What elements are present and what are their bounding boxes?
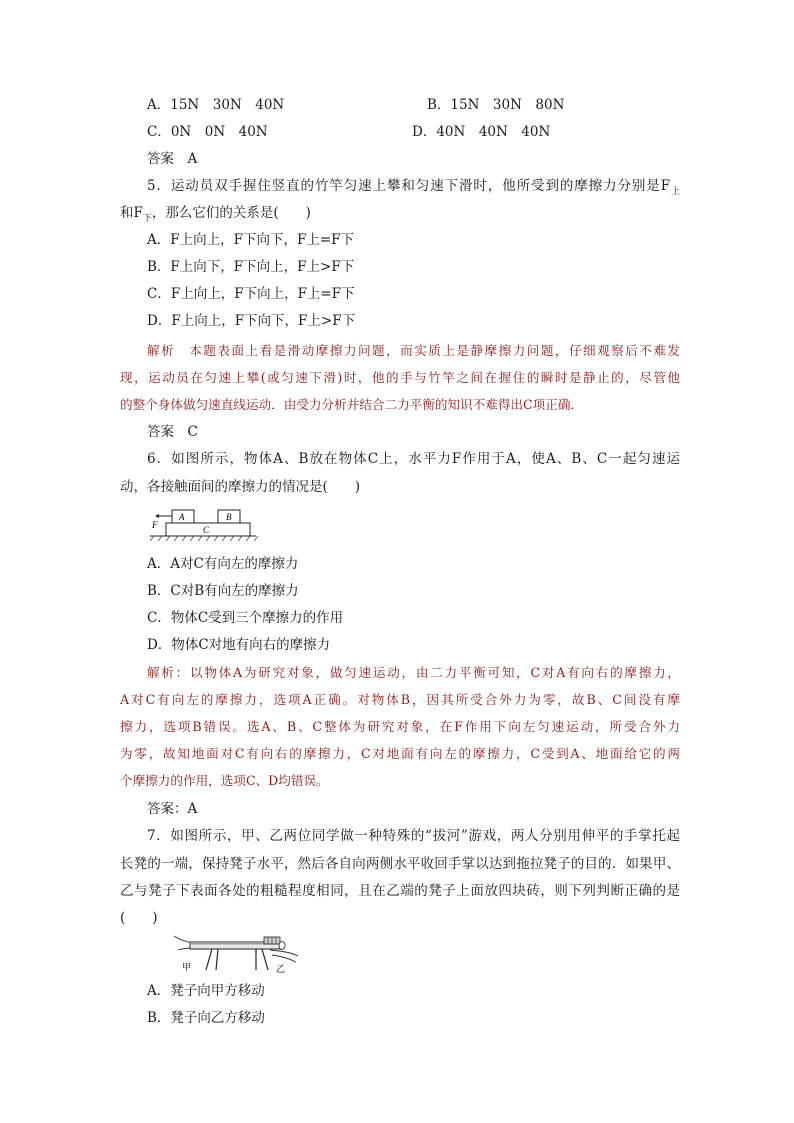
q5-explanation-line3: 的整个身体做匀速直线运动．由受力分析并结合二力平衡的知识不难得出C项正确．: [120, 397, 584, 412]
label-jia: 甲: [182, 963, 192, 973]
bench-leg: [262, 949, 268, 970]
q6-explanation-line3: 擦力，选项B错误。选A、B、C整体为研究对象，在F作用下向左匀速运动，所受合外力: [120, 719, 680, 734]
q6-option-c: C．物体C受到三个摩擦力的作用: [147, 610, 344, 626]
q7-stem-line4: ( ): [120, 910, 158, 926]
q5-option-c: C．F上向上，F下向上，F上=F下: [147, 286, 355, 302]
label-yi: 乙: [276, 965, 286, 975]
q5-stem-line2: 和$F_下$，那么它们的关系是( ): [120, 205, 311, 224]
q6-explanation-line1: 解析：以物体A为研究对象，做匀速运动，由二力平衡可知，C对A有向右的摩擦力，: [147, 665, 680, 680]
q6-stem-line2: 动，各接触面间的摩擦力的情况是( ): [120, 479, 361, 495]
q6-explanation-line2: A对C有向左的摩擦力，选项A正确。对物体B，因其所受合外力为零，故B、C间没有摩: [120, 692, 680, 707]
q5-option-d: D．F上向上，F下向下，F上>F下: [147, 313, 356, 329]
q5-option-a: A．F上向上，F下向下，F上=F下: [147, 232, 355, 248]
label-c: C: [203, 525, 210, 535]
q6-explanation-line5: 个摩擦力的作用，选项C、D均错误。: [120, 773, 329, 788]
q5-explanation-line1: 解析 本题表面上看是滑动摩擦力问题，而实质上是静摩擦力问题，仔细观察后不难发: [147, 343, 680, 358]
bench-diagram: [172, 926, 300, 976]
q6-explanation-line4: 为零，故知地面对C有向右的摩擦力，C对地面有向左的摩擦力，C受到A、地面给它的两: [120, 746, 680, 761]
q7-stem-line3: 乙与凳子下表面各处的粗糙程度相同，且在乙端的凳子上面放四块砖，则下列判断正确的是: [120, 883, 680, 899]
q7-option-a: A．凳子向甲方移动: [147, 983, 265, 999]
q6-option-b: B．C对B有向左的摩擦力: [147, 583, 299, 599]
q5-answer: 答案 C: [147, 424, 198, 440]
q4-option-d: D．40N 40N 40N: [412, 124, 551, 140]
q4-option-c: C．0N 0N 40N: [147, 124, 268, 140]
q4-option-a: A．15N 30N 40N: [147, 97, 285, 113]
q5-explanation-line2: 现，运动员在匀速上攀(或匀速下滑)时，他的手与竹竿之间在握住的瞬时是静止的，尽管他: [120, 370, 680, 385]
label-b: B: [226, 512, 232, 522]
bench-leg: [206, 949, 212, 970]
q4-answer: 答案 A: [147, 151, 198, 167]
q6-stem-line1: 6．如图所示，物体A、B放在物体C上，水平力F作用于A，使A、B、C一起匀速运: [147, 451, 680, 467]
q5-option-b: B．F上向下，F下向上，F上>F下: [147, 259, 355, 275]
label-a: A: [179, 512, 185, 522]
q7-option-b: B．凳子向乙方移动: [147, 1010, 265, 1026]
bench-leg: [216, 949, 218, 970]
q4-option-b: B．15N 30N 80N: [427, 97, 565, 113]
q7-stem-line1: 7．如图所示，甲、乙两位同学做一种特殊的“拔河”游戏，两人分别用伸平的手掌托起: [147, 828, 680, 844]
q6-option-a: A．A对C有向左的摩擦力: [147, 556, 299, 572]
q7-stem-line2: 长凳的一端，保持凳子水平，然后各自向两侧水平收回手掌以达到拖拉凳子的目的．如果甲、: [120, 856, 680, 872]
q5-stem-line1: 5．运动员双手握住竖直的竹竿匀速上攀和匀速下滑时，他所受到的摩擦力分别是$F_上$: [147, 178, 680, 197]
label-f: F: [152, 520, 158, 530]
q6-answer: 答案：A: [147, 801, 198, 817]
blocks-diagram: [148, 504, 260, 546]
q6-option-d: D．物体C对地有向右的摩擦力: [147, 637, 331, 653]
